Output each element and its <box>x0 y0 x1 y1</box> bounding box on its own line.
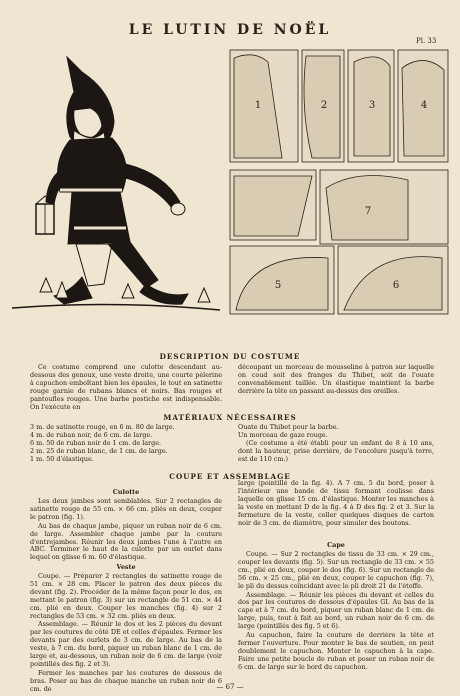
figure-label-6: 6 <box>392 280 400 291</box>
figure-label-4: 4 <box>420 100 428 111</box>
veste-text: Coupe. — Préparer 2 rectangles de satinette rouge de 51 cm. × 28 cm. Placer le patron des deux pièces du devant (fig. 2). Procéder de la même façon pour le dos, en mettant le patron (fig. 3) sur un rectangle de 51 cm. × 44 cm. plié en deux. Couper les manches (fig. 4) sur 2 rectangles de 53 cm. × 32 cm. pliés en deux. Assemblage. — Réunir le dos et les 2 pièces du devant par les coutures de côté DE et celles d'épaules. Fermer les devants par des ourlets de 3 cm. de large. Au bas de la veste, à 7 cm. du bord, piquer un ruban blanc de 1 cm. de large et, au-dessous, un ruban noir de 6 cm. de large (voir pointillés des fig. 2 et 3). Fermer les manches par les coutures de dessous de bras. Poser au bas de chaque manche un ruban noir de 6 cm. de <box>30 572 222 693</box>
material-item: Ouate du Thibet pour la barbe. <box>238 423 339 431</box>
plate-number: Pl. 33 <box>416 37 437 45</box>
cape-heading: Cape <box>327 541 345 549</box>
figure-label-2: 2 <box>320 100 328 111</box>
page-number: — 67 — <box>216 683 244 691</box>
materials-heading: MATÉRIAUX NÉCESSAIRES <box>163 413 297 422</box>
page-title: LE LUTIN DE NOËL <box>128 22 332 38</box>
material-note: (Ce costume a été établi pour un enfant de 8 à 10 ans, dont la hauteur, prise derrière, de l'encolure jusqu'à terre, est de 110 cm.) <box>238 438 434 463</box>
figure-label-7: 7 <box>364 206 372 217</box>
elf-illustration <box>12 52 220 314</box>
material-item: 2 m. 25 de ruban blanc, de 1 cm. de large. <box>30 446 168 455</box>
description-heading: DESCRIPTION DU COSTUME <box>159 352 301 361</box>
material-item: Un morceau de gaze rouge. <box>238 430 328 439</box>
figure-label-3: 3 <box>368 100 376 111</box>
material-item: 3 m. de satinette rouge, en 6 m. 80 de large. <box>30 423 175 431</box>
materials-right <box>238 424 434 465</box>
cape-text: Coupe. — Sur 2 rectangles de tissu de 33 cm. × 29 cm., couper les devants (fig. 5). Sur un rectangle de 33 cm. × 55 cm., plié en deux, couper le dos (fig. 6). Sur un rectangle de 56 cm. × 25 cm., plié en deux, couper le capuchon (fig. 7), le pli du dessus coïncidant avec le pli droit 21 de l'étoffe. Assemblage. — Réunir les pièces du devant et celles du dos par les coutures de dessous d'épaules GI. Au bas de la cape et à 7 cm. du bord, piquer un ruban blanc de 1 cm. de large, puis, tout à fait au bord, un ruban noir de 6 cm. de large (pointillés des fig. 5 et 6). Au capuchon, faire la couture de derrière la tête et fermer l'ouverture. Pour monter le bas de soutien, on peut doublement le capuchon. Monter le capuchon à la cape. Faire une petite boucle de ruban et poser un ruban noir de 6 cm. de large sur le bord du capuchon. <box>238 550 434 671</box>
materials-left <box>30 424 222 464</box>
culotte-text: Les deux jambes sont semblables. Sur 2 rectangles de satinette rouge de 55 cm. × 66 cm. pliés en deux, couper le patron (fig. 1). Au bas de chaque jambe, piquer un ruban noir de 6 cm. de large. Assembler chaque jambe par la couture d'entrejambes. Réunir les deux jambes l'une à l'autre en ABC. Terminer le haut de la culotte par un ourlet dans lequel on glisse 6 m. 60 d'élastique. <box>30 497 222 562</box>
material-item: 1 m. 50 d'élastique. <box>30 454 94 463</box>
pattern-diagrams <box>228 48 450 316</box>
elf-figure <box>12 57 220 310</box>
veste-continued: large (pointillé de la fig. 4). A 7 cm. 5 du bord, poser à l'intérieur une bande de tissu formant coulisse dans laquelle on glisse 15 cm. d'élastique. Monter les manches à la veste en mettant D de la fig. 4 à D des fig. 2 et 3. Sur la fermeture de la veste, coller quelques disques de carton noir de 3 cm. de diamètre, pour simuler des boutons. <box>238 479 434 527</box>
description-right: découpant un morceau de mousseline à patron sur laquelle on coud soit des franges du Thibet, soit de l'ouate convenablement taillée. Un élastique maintient la barbe derrière la tête en passant au-dessus des oreilles. <box>238 363 434 395</box>
material-item: 6 m. 50 de ruban noir de 1 cm. de large. <box>30 438 162 447</box>
figure-label-5: 5 <box>274 280 282 291</box>
material-item: 4 m. de ruban noir, de 6 cm. de large. <box>30 430 153 439</box>
veste-heading: Veste <box>116 563 136 571</box>
figure-label-1: 1 <box>254 100 262 111</box>
culotte-heading: Culotte <box>112 488 140 496</box>
description-left: Ce costume comprend une culotte descendant au-dessous des genoux, une veste droite, une courte pèlerine à capuchon emboîtant bien les épaules, le tout en satinette rouge garnie de rubans blancs et noirs. Bas rouges et pantoufles rouges. Une barbe postiche est indispensable. On l'exécute en <box>30 363 222 411</box>
assembly-heading: COUPE ET ASSEMBLAGE <box>169 472 291 481</box>
